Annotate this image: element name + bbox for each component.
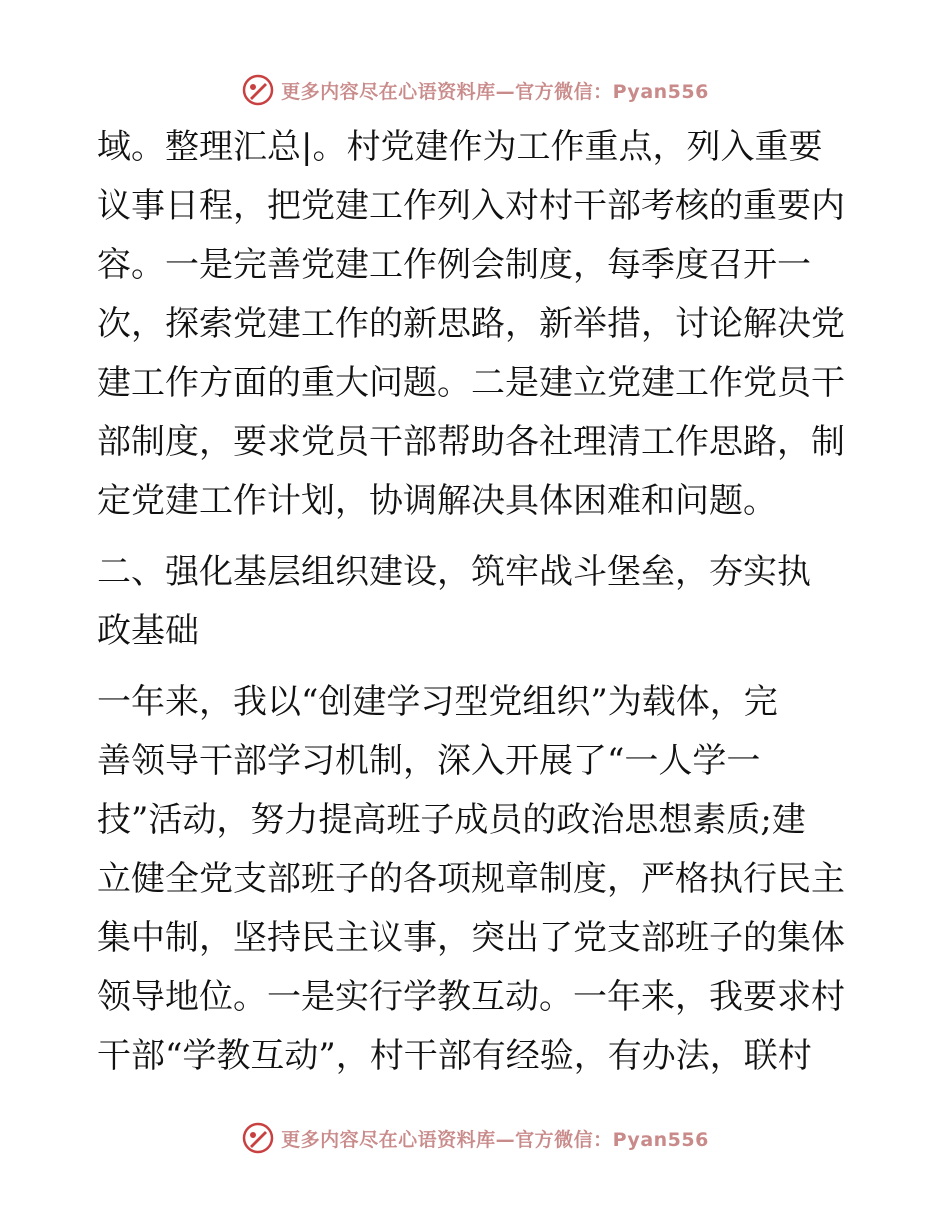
text-line: 立健全党支部班子的各项规章制度，严格执行民主	[97, 859, 845, 899]
text-line: 定党建工作计划，协调解决具体困难和问题。	[97, 481, 777, 521]
header-watermark	[0, 70, 950, 110]
text-line: 领导地位。一是实行学教互动。一年来，我要求村	[97, 977, 845, 1017]
text-line: 容。一是完善党建工作例会制度，每季度召开一	[97, 245, 811, 285]
document-body	[97, 118, 857, 1086]
text-line: 干部“学教互动”，村干部有经验，有办法，联村	[97, 1036, 812, 1076]
section-heading	[97, 543, 857, 661]
text-line: 集中制，坚持民主议事，突出了党支部班子的集体	[97, 918, 845, 958]
text-line: 一年来，我以“创建学习型党组织”为载体，完	[97, 682, 778, 722]
text-line: 技”活动，努力提高班子成员的政治思想素质;建	[97, 800, 806, 840]
text-line: 域。整理汇总|。村党建作为工作重点，列入重要	[97, 127, 823, 167]
text-line: 善领导干部学习机制，深入开展了“一人学一	[97, 741, 761, 781]
footer-watermark	[0, 1118, 950, 1158]
paragraph-3	[97, 673, 857, 1086]
text-line: 二、强化基层组织建设，筑牢战斗堡垒，夯实执	[97, 552, 811, 592]
text-line: 议事日程，把党建工作列入对村干部考核的重要内	[97, 186, 845, 226]
text-line: 部制度，要求党员干部帮助各社理清工作思路，制	[97, 422, 845, 462]
text-line: 建工作方面的重大问题。二是建立党建工作党员干	[97, 363, 845, 403]
watermark-text: 更多内容尽在心语资料库—官方微信：Pyan556	[281, 80, 709, 103]
text-line: 政基础	[97, 611, 199, 651]
paragraph-1	[97, 118, 857, 531]
watermark-text: 更多内容尽在心语资料库—官方微信：Pyan556	[281, 1128, 709, 1151]
quill-logo-icon	[241, 1121, 275, 1155]
text-line: 次，探索党建工作的新思路，新举措，讨论解决党	[97, 304, 845, 344]
quill-logo-icon	[241, 73, 275, 107]
